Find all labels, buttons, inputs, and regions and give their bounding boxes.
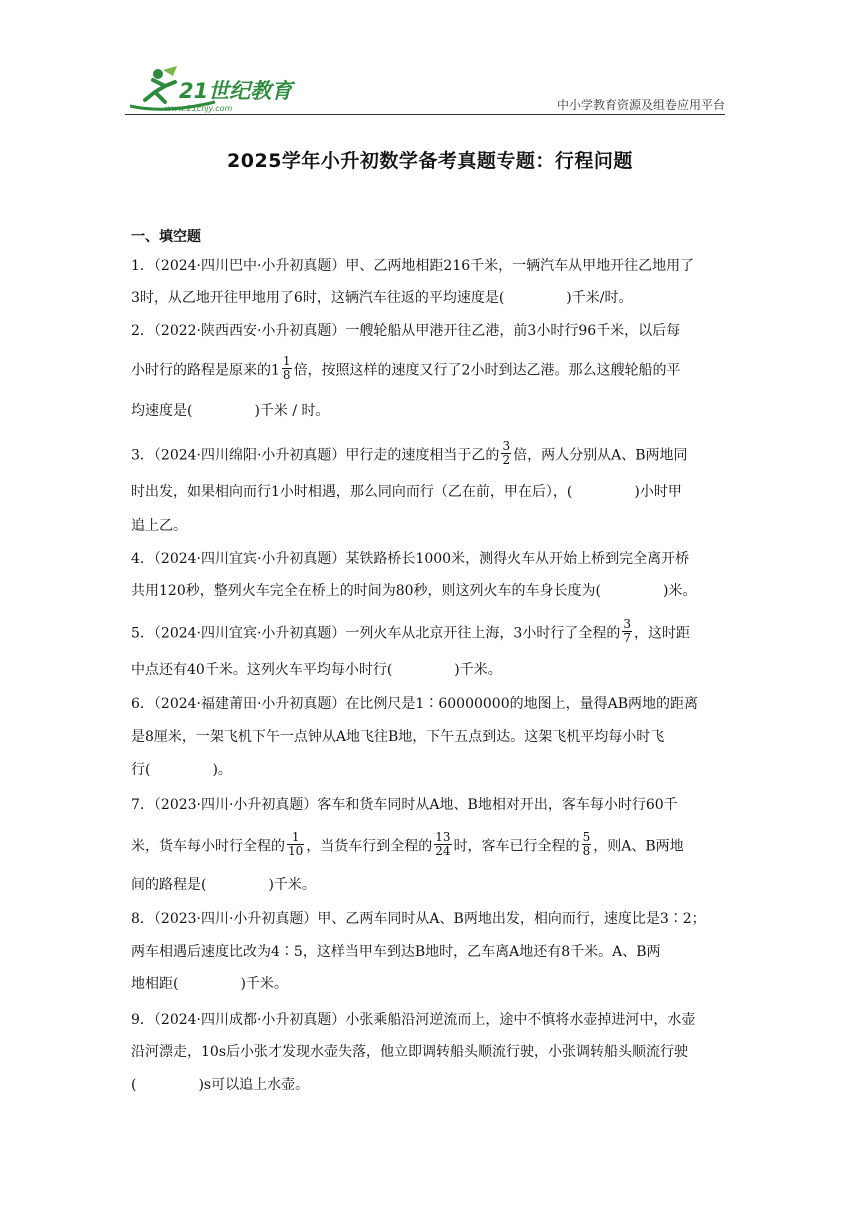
question-6-line-3 bbox=[131, 760, 731, 780]
question-9-line-3 bbox=[131, 1075, 731, 1095]
question-1-line-1: 1．（2024·四川巴中·小升初真题）甲、乙两地相距216千米，一辆汽车从甲地开往乙地用了 bbox=[131, 258, 695, 274]
question-6-line-2: 是8厘米，一架飞机下午一点钟从A地飞往B地，下午五点到达。这架飞机平均每小时飞 bbox=[131, 729, 665, 745]
q7-text-b: ，当货车行到全程的 bbox=[306, 838, 433, 855]
q7-frac3-num: 5 bbox=[582, 830, 591, 844]
question-4-line-2 bbox=[131, 581, 731, 601]
header-divider bbox=[125, 114, 725, 115]
q7-frac2-den: 24 bbox=[435, 844, 451, 858]
q4-unit: )米。 bbox=[663, 583, 697, 599]
question-3-line-1 bbox=[131, 439, 731, 469]
q5-text-c: 中点还有40千米。这列火车平均每小时行( bbox=[131, 662, 393, 678]
q7-text-a: 米，货车每小时行全程的 bbox=[131, 838, 285, 855]
header-platform-label: 中小学教育资源及组卷应用平台 bbox=[556, 98, 725, 112]
question-9-line-1: 9．（2024·四川成都·小升初真题）小张乘船沿河逆流而上，途中不慎将水壶掉进河中，水壶 bbox=[131, 1012, 696, 1028]
q5-text-b: ，这时距 bbox=[633, 625, 690, 642]
q5-text-a: 5．（2024·四川宜宾·小升初真题）一列火车从北京开往上海，3小时行了全程的 bbox=[131, 625, 621, 642]
q2-unit: )千米 / 时。 bbox=[254, 403, 330, 419]
question-5-line-2 bbox=[131, 660, 731, 680]
logo-21cnjy bbox=[125, 62, 295, 116]
question-5-line-1 bbox=[131, 617, 731, 647]
q7-frac1-den: 10 bbox=[288, 844, 304, 858]
q7-fraction-1 bbox=[287, 831, 304, 858]
logo-url: www.21cnjy.com bbox=[165, 104, 233, 113]
question-1-line-2 bbox=[131, 288, 731, 308]
q2-text-c: 均速度是( bbox=[131, 403, 193, 419]
q8-unit: )千米。 bbox=[240, 976, 288, 992]
question-3-line-3: 追上乙。 bbox=[131, 518, 187, 534]
page-header bbox=[125, 62, 725, 116]
q7-text-c: 时，客车已行全程的 bbox=[453, 838, 580, 855]
q3-text-d: )小时甲 bbox=[634, 484, 682, 500]
q3-text-c: 时出发，如果相向而行1小时相遇，那么同向而行（乙在前，甲在后），( bbox=[131, 484, 573, 500]
q5-frac-num: 3 bbox=[623, 617, 631, 631]
question-7-line-3 bbox=[131, 875, 731, 895]
q2-fraction bbox=[282, 355, 292, 382]
question-8-line-3 bbox=[131, 974, 731, 994]
question-9-line-2: 沿河漂走，10s后小张才发现水壶失落，他立即调转船头顺流行驶，小张调转船头顺流行驶 bbox=[131, 1044, 688, 1060]
page-title: 2025学年小升初数学备考真题专题：行程问题 bbox=[227, 150, 633, 172]
q9-text: ( bbox=[131, 1077, 137, 1093]
q7-fraction-2 bbox=[434, 831, 451, 858]
q5-frac-den: 7 bbox=[623, 631, 631, 645]
q1-text: 3时，从乙地开往甲地用了6时，这辆汽车往返的平均速度是( bbox=[131, 290, 505, 306]
q7-text-d: ，则A、B两地 bbox=[593, 838, 684, 855]
q5-fraction bbox=[622, 618, 632, 645]
q6-text: 行( bbox=[131, 762, 151, 778]
q2-text-a: 小时行的路程是原来的1 bbox=[131, 362, 280, 379]
q7-text-e: 间的路程是( bbox=[131, 877, 207, 893]
q3-frac-num: 3 bbox=[502, 439, 511, 453]
question-4-line-1: 4．（2024·四川宜宾·小升初真题）某铁路桥长1000米，测得火车从开始上桥到完全离开桥 bbox=[131, 551, 690, 567]
question-3-line-2 bbox=[131, 482, 731, 502]
q2-frac-num: 1 bbox=[282, 354, 291, 368]
q7-unit: )千米。 bbox=[268, 877, 316, 893]
q7-frac3-den: 8 bbox=[582, 844, 591, 858]
q5-unit: )千米。 bbox=[454, 662, 502, 678]
question-8-line-2: 两车相遇后速度比改为4∶5，这样当甲车到达B地时，乙车离A地还有8千米。A、B两 bbox=[131, 944, 661, 960]
q1-unit: )千米/时。 bbox=[566, 290, 633, 306]
question-8-line-1: 8．（2023·四川·小升初真题）甲、乙两车同时从A、B两地出发，相向而行，速度比是3∶2； bbox=[131, 911, 706, 927]
section-heading: 一、填空题 bbox=[131, 229, 201, 245]
q9-unit: )s可以追上水壶。 bbox=[198, 1077, 310, 1093]
question-2-line-1: 2．（2022·陕西西安·小升初真题）一艘轮船从甲港开往乙港，前3小时行96千米，以后每 bbox=[131, 323, 681, 339]
q2-text-b: 倍，按照这样的速度又行了2小时到达乙港。那么这艘轮船的平 bbox=[293, 362, 681, 379]
question-7-line-1: 7．（2023·四川·小升初真题）客车和货车同时从A地、B地相对开出，客车每小时行60千 bbox=[131, 797, 678, 813]
q2-frac-den: 8 bbox=[282, 368, 291, 382]
q3-text-a: 3．（2024·四川绵阳·小升初真题）甲行走的速度相当于乙的 bbox=[131, 447, 500, 464]
q4-text: 共用120秒，整列火车完全在桥上的时间为80秒，则这列火车的车身长度为( bbox=[131, 583, 601, 599]
q3-fraction bbox=[501, 440, 511, 467]
question-6-line-1: 6．（2024·福建莆田·小升初真题）在比例尺是1∶60000000的地图上，量得AB两地的距离 bbox=[131, 696, 698, 712]
q8-text: 地相距( bbox=[131, 976, 179, 992]
q7-frac1-num: 1 bbox=[287, 831, 304, 845]
q3-frac-den: 2 bbox=[502, 453, 511, 467]
logo-text: 21世纪教育 bbox=[179, 79, 293, 103]
q3-text-b: 倍，两人分别从A、B两地同 bbox=[513, 447, 688, 464]
q7-frac2-num: 13 bbox=[435, 830, 451, 844]
q7-fraction-3 bbox=[582, 831, 592, 858]
question-7-line-2 bbox=[131, 830, 731, 860]
question-2-line-2 bbox=[131, 354, 731, 384]
q6-end: )。 bbox=[212, 762, 232, 778]
question-2-line-3 bbox=[131, 401, 731, 421]
